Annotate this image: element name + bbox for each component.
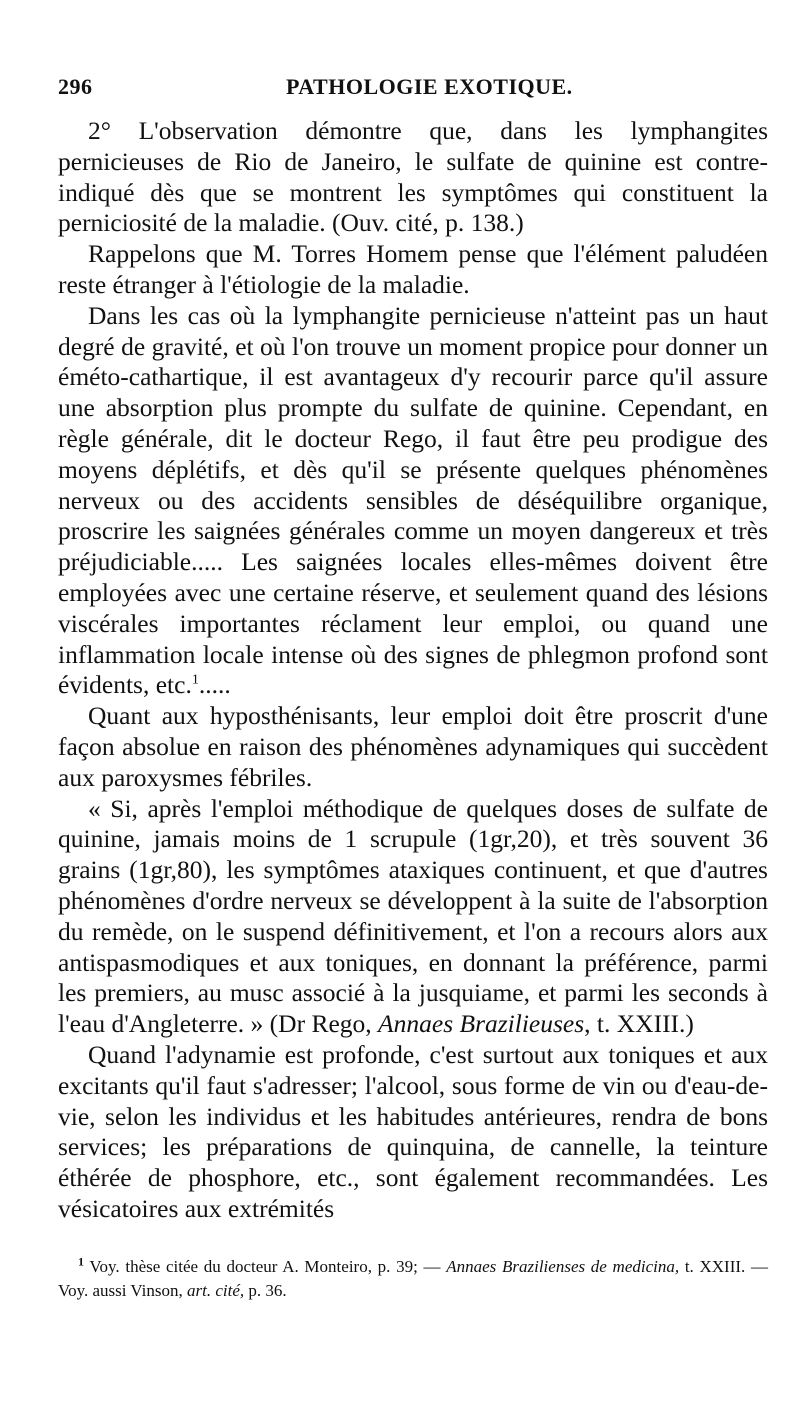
footnote-reference: 1 [191, 672, 199, 688]
running-title: PATHOLOGIE EXOTIQUE. [286, 74, 573, 99]
paragraph-hyposthenisants: Quant aux hyposthénisants, leur emploi doit être proscrit d'une façon absolue en raison des phénomènes adynamiques qui succèdent aux paroxysmes fébriles. [58, 701, 768, 792]
footnotes [58, 1255, 768, 1303]
page-number: 296 [58, 74, 93, 99]
paragraph-torres-homem: Rappelons que M. Torres Homem pense que l'élément paludéen reste étranger à l'étiologie de la maladie. [58, 239, 768, 299]
body-text [58, 116, 768, 1225]
running-header [58, 70, 768, 104]
footnote-mark: 1 [78, 1254, 84, 1269]
book-page [58, 70, 768, 1303]
paragraph-emeto-cathartique: Dans les cas où la lymphangite pernicieuse n'atteint pas un haut degré de gravité, et où l'on trouve un moment propice pour donner un éméto-cathartique, il est avantageux d'y recourir parce qu'il assure une absorption plus prompte du sulfate de quinine. Cependant, en règle générale, dit le docteur Rego, il faut être peu prodigue des moyens déplétifs, et dès qu'il se présente quelques phénomènes nerveux ou des accidents sensibles de déséquilibre organique, proscrire les saignées générales comme un moyen dangereux et très préjudiciable..... Les saignées locales elles-mêmes doivent être employées avec une certaine réserve, et seulement quand des lésions viscérales importantes réclament leur emploi, ou quand une inflammation locale intense où des signes de phlegmon profond sont évidents, etc.$^1$..... [58, 300, 768, 700]
paragraph-quotation-rego: « Si, après l'emploi méthodique de quelques doses de sulfate de quinine, jamais moins de 1 scrupule (1gr,20), et très souvent 36 grains (1gr,80), les symptômes ataxiques continuent, et que d'autres phénomènes d'ordre nerveux se développent à la suite de l'absorption du remède, on le suspend définitivement, et l'on a recours alors aux antispasmodiques et aux toniques, en donnant la préférence, parmi les premiers, au musc associé à la jusquiame, et parmi les seconds à l'eau d'Angleterre. » (Dr Rego, Annaes Brazilieuses, t. XXIII.) [58, 793, 768, 1039]
footnote-1: $^1$ Voy. thèse citée du docteur A. Monteiro, p. 39; — Annaes Brazilienses de medicina, t. XXIII. — Voy. aussi Vinson, art. cité, p. 36. [58, 1254, 768, 1300]
paragraph-observation: 2° L'observation démontre que, dans les lymphangites pernicieuses de Rio de Janeiro, le sulfate de quinine est contre-indiqué dès que se montrent les symptômes qui constituent la perniciosité de la maladie. (Ouv. cité, p. 138.) [58, 116, 768, 238]
paragraph-adynamie: Quand l'adynamie est profonde, c'est surtout aux toniques et aux excitants qu'il faut s'adresser; l'alcool, sous forme de vin ou d'eau-de-vie, selon les individus et les habitudes antérieures, rendra de bons services; les préparations de quinquina, de cannelle, la teinture éthérée de phosphore, etc., sont également recommandées. Les vésicatoires aux extrémités [58, 1039, 768, 1223]
journal-title: Annaes Brazilieuses [378, 1009, 585, 1039]
